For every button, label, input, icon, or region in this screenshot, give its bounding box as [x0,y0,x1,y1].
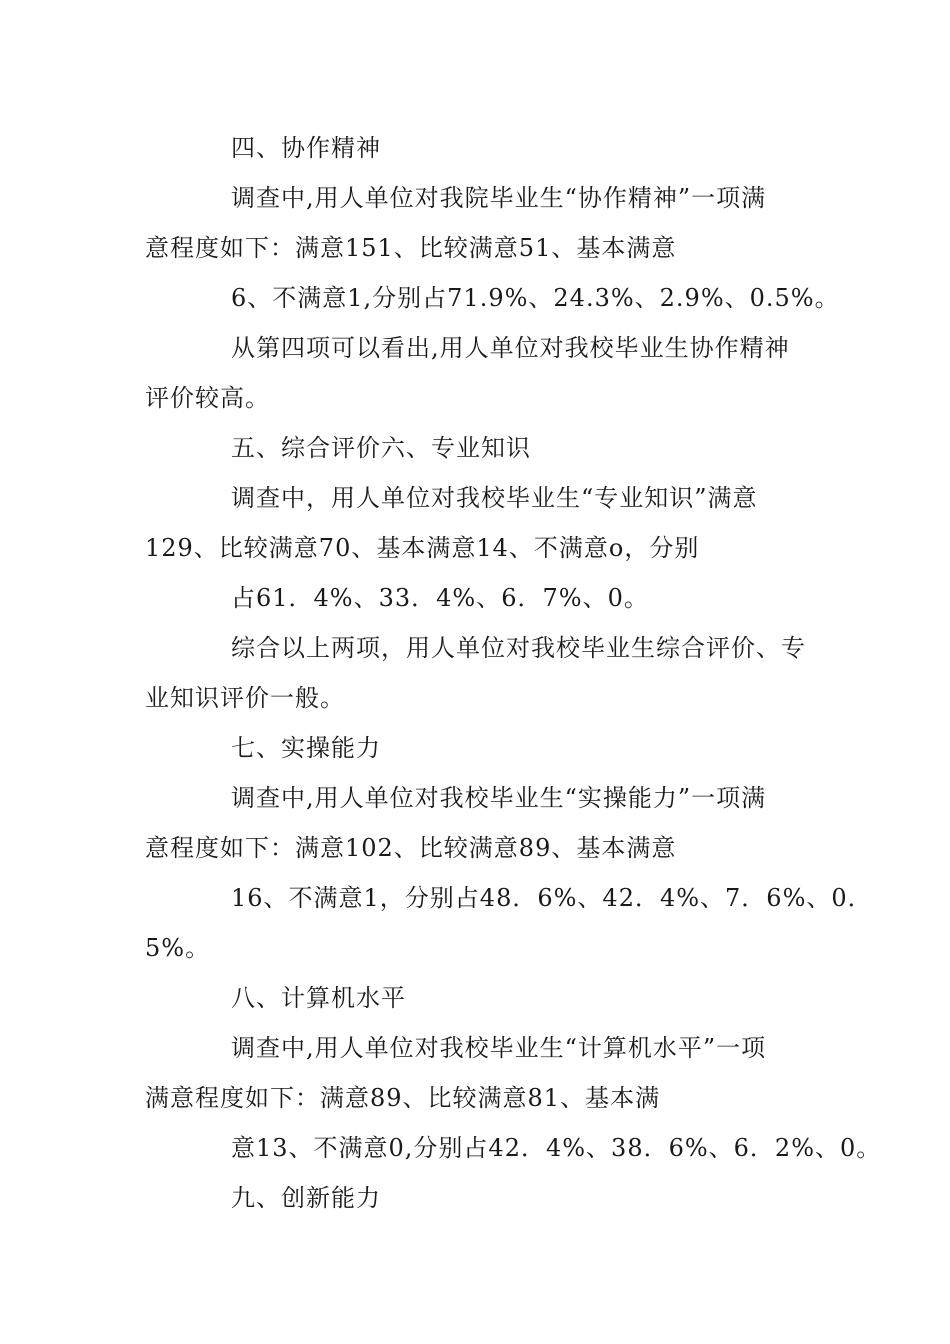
paragraph-line: 从第四项可以看出,用人单位对我校毕业生协作精神 [231,334,790,362]
paragraph-line: 评价较高。 [145,384,270,412]
paragraph-line: 5%。 [145,934,211,962]
paragraph-line: 意程度如下：满意102、比较满意89、基本满意 [145,834,677,862]
paragraph-line: 调查中,用人单位对我院毕业生“协作精神”一项满 [231,184,767,212]
paragraph-line: 6、不满意1,分别占71.9%、24.3%、2.9%、0.5%。 [231,284,840,312]
paragraph-line: 意程度如下：满意151、比较满意51、基本满意 [145,234,677,262]
section-heading: 七、实操能力 [231,734,381,762]
section-heading: 九、创新能力 [231,1184,381,1212]
paragraph-line: 综合以上两项，用人单位对我校毕业生综合评价、专 [231,634,806,662]
paragraph-line: 129、比较满意70、基本满意14、不满意o，分别 [145,534,700,562]
paragraph-line: 16、不满意1，分别占48．6%、42．4%、7．6%、0． [231,884,873,912]
section-heading: 八、计算机水平 [231,984,406,1012]
section-heading: 五、综合评价六、专业知识 [231,434,531,462]
section-heading: 四、协作精神 [231,134,381,162]
paragraph-line: 意13、不满意0,分别占42．4%、38．6%、6．2%、0。 [231,1134,882,1162]
paragraph-line: 调查中,用人单位对我校毕业生“实操能力”一项满 [231,784,767,812]
paragraph-line: 调查中，用人单位对我校毕业生“专业知识”满意 [231,484,758,512]
document-body [145,123,882,1223]
paragraph-line: 调查中,用人单位对我校毕业生“计算机水平”一项 [231,1034,767,1062]
paragraph-line: 占61．4%、33．4%、6．7%、0。 [231,584,649,612]
paragraph-line: 业知识评价一般。 [145,684,345,712]
paragraph-line: 满意程度如下：满意89、比较满意81、基本满 [145,1084,661,1112]
